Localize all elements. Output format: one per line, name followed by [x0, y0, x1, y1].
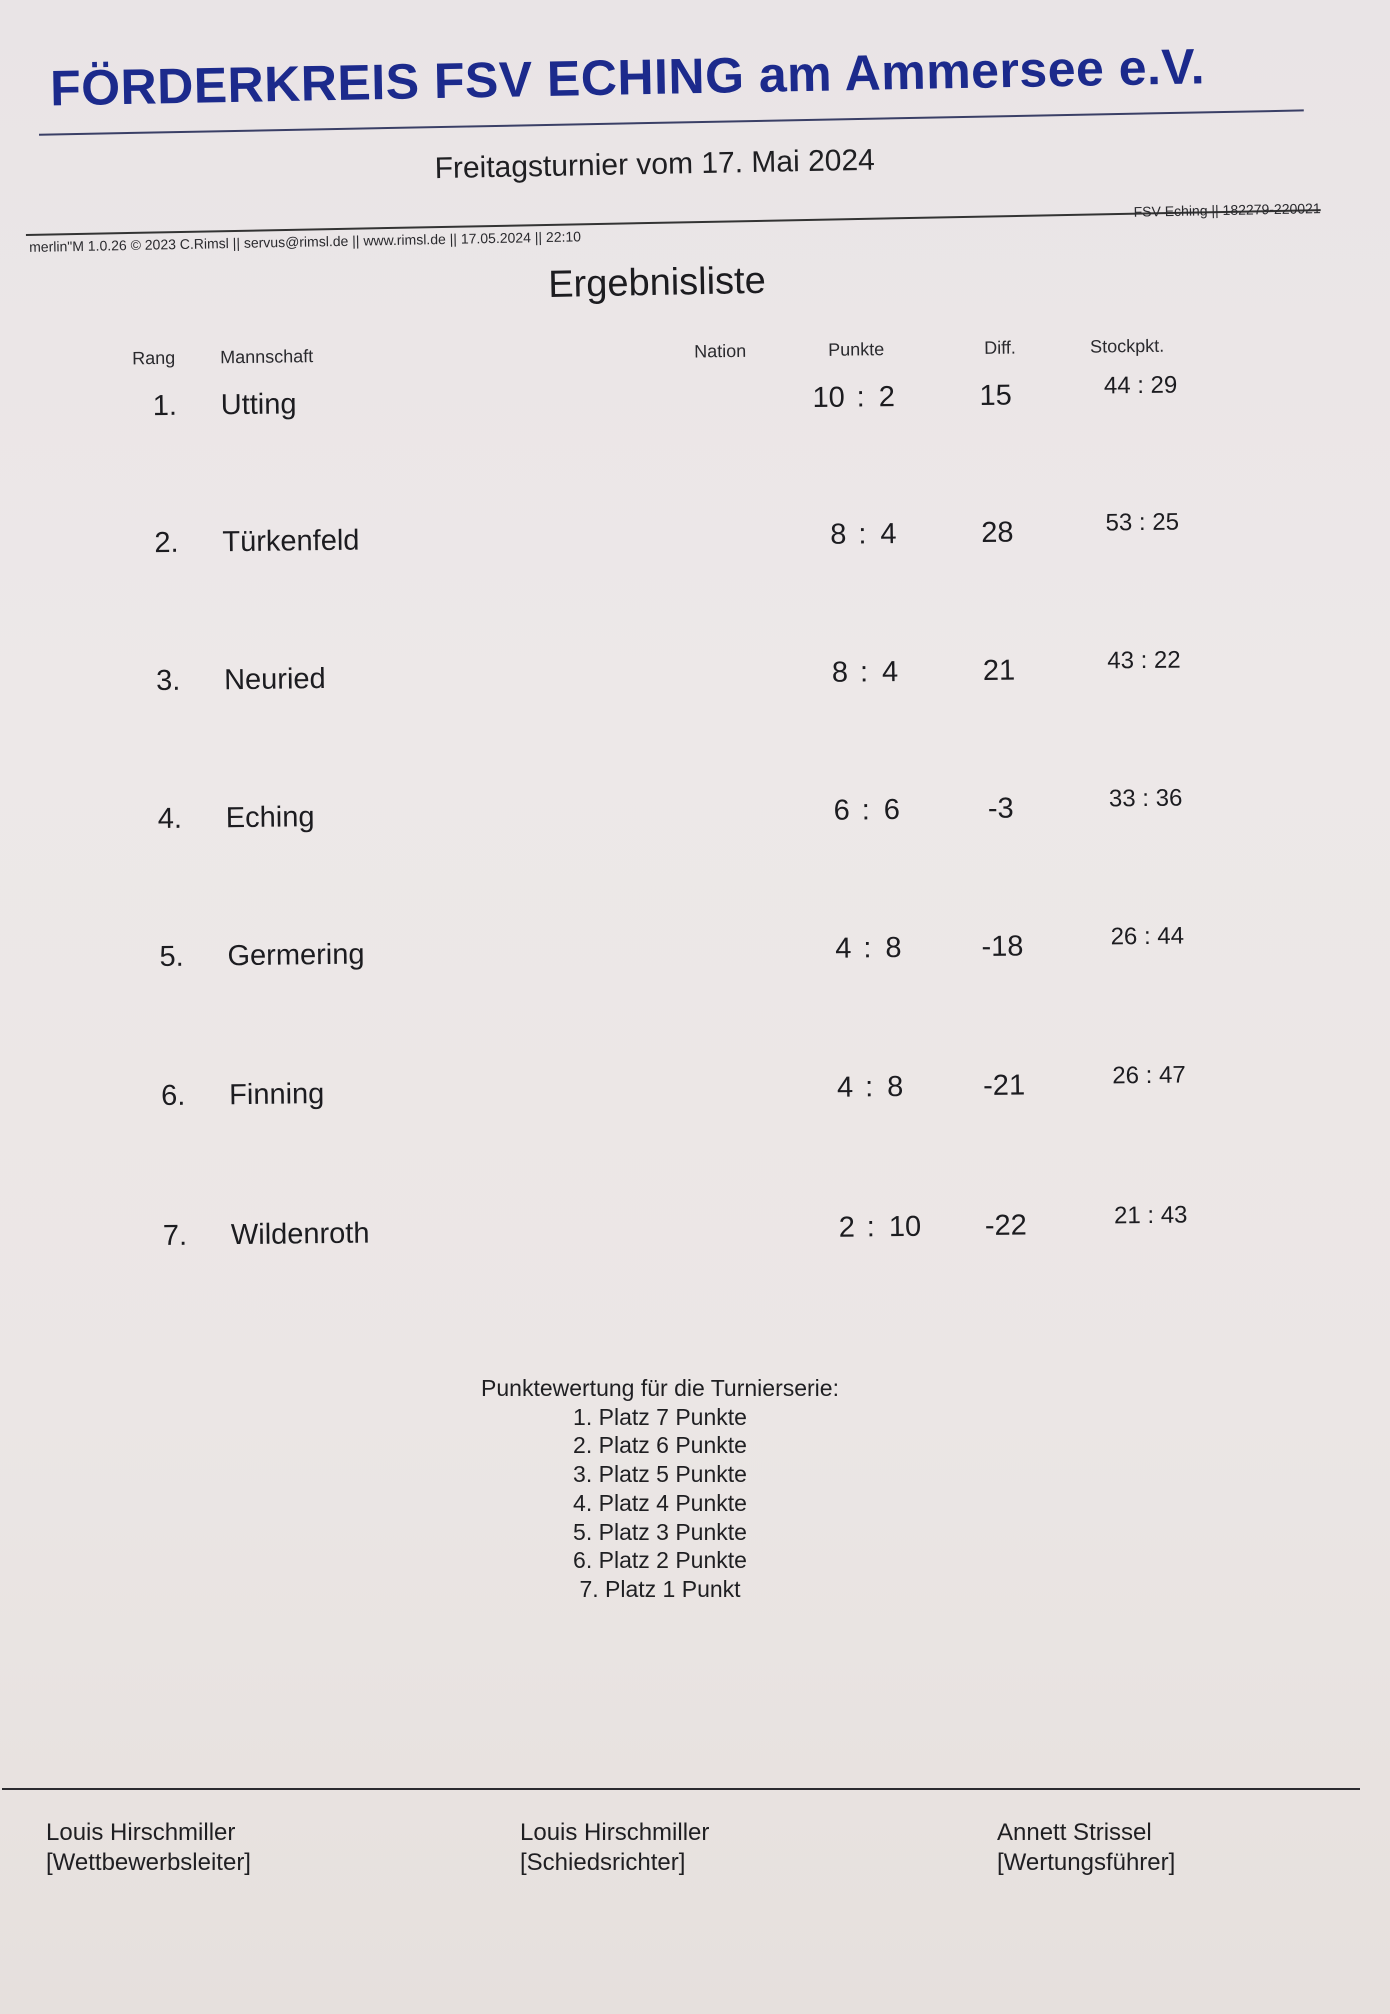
column-header-diff: Diff.	[983, 337, 1016, 358]
points-separator: :	[864, 1071, 874, 1104]
team-cell: Türkenfeld	[222, 524, 360, 559]
signature-name: Louis Hirschmiller	[520, 1819, 710, 1846]
scoring-item: 6. Platz 2 Punkte	[573, 1547, 747, 1574]
points-against-cell: 10	[888, 1210, 922, 1244]
points-for-cell: 4	[836, 1071, 854, 1104]
table-row	[6, 784, 1390, 865]
diff-cell: 28	[981, 516, 1014, 549]
rank-cell: 5.	[159, 940, 184, 974]
table-row	[7, 922, 1390, 1003]
scoring-title: Punktewertung für die Turnierserie:	[481, 1375, 839, 1401]
points-against-cell: 4	[881, 655, 899, 689]
signature-name: Louis Hirschmiller	[46, 1819, 236, 1846]
tournament-subtitle: Freitagsturnier vom 17. Mai 2024	[434, 143, 876, 186]
points-for-cell: 4	[835, 932, 852, 965]
organization-title: FÖRDERKREIS FSV ECHING am Ammersee e.V.	[49, 38, 1206, 117]
diff-cell: -3	[987, 792, 1014, 825]
points-separator: :	[863, 932, 872, 965]
team-cell: Utting	[220, 388, 297, 422]
stockpkt-cell: 44 : 29	[1103, 371, 1178, 400]
team-cell: Neuried	[223, 662, 326, 697]
team-cell: Finning	[228, 1078, 325, 1112]
rank-cell: 4.	[157, 802, 183, 836]
points-separator: :	[866, 1211, 876, 1244]
signature-competition-lead	[46, 1818, 251, 1878]
stockpkt-cell: 33 : 36	[1108, 784, 1183, 813]
points-for-cell: 8	[830, 518, 847, 551]
points-against-cell: 8	[886, 1070, 904, 1104]
scoring-item: 5. Platz 3 Punkte	[573, 1518, 747, 1545]
signature-role: [Wertungsführer]	[997, 1849, 1176, 1876]
stockpkt-cell: 26 : 47	[1112, 1061, 1186, 1090]
club-meta-line: FSV Eching || 182279-220021	[1133, 200, 1321, 220]
table-row	[11, 1201, 1390, 1282]
diff-cell: 15	[979, 379, 1013, 412]
table-row	[1, 371, 1390, 452]
points-for-cell: 10	[812, 381, 845, 415]
points-separator: :	[859, 656, 869, 689]
points-for-cell: 2	[838, 1211, 856, 1244]
signature-role: [Wettbewerbsleiter]	[46, 1849, 251, 1876]
table-row	[4, 646, 1390, 727]
rank-cell: 2.	[154, 526, 179, 560]
table-row	[2, 508, 1390, 589]
column-header-nation: Nation	[694, 340, 747, 362]
scoring-item: 7. Platz 1 Punkt	[579, 1575, 741, 1602]
scoring-item: 2. Platz 6 Punkte	[573, 1432, 747, 1459]
team-cell: Wildenroth	[230, 1217, 370, 1252]
signature-name: Annett Strissel	[997, 1819, 1152, 1846]
points-for-cell: 8	[831, 656, 849, 689]
diff-cell: -22	[984, 1209, 1027, 1242]
scoring-item: 4. Platz 4 Punkte	[573, 1489, 747, 1516]
team-cell: Eching	[225, 801, 315, 835]
points-separator: :	[861, 794, 870, 827]
points-for-cell: 6	[833, 794, 850, 827]
diff-cell: -18	[981, 930, 1024, 963]
column-header-rang: Rang	[132, 347, 176, 369]
column-header-stockpkt: Stockpkt.	[1089, 335, 1165, 357]
points-against-cell: 6	[883, 793, 901, 827]
stockpkt-cell: 43 : 22	[1107, 646, 1181, 675]
column-header-mannschaft: Mannschaft	[220, 346, 314, 368]
points-separator: :	[856, 381, 865, 414]
rank-cell: 6.	[161, 1079, 186, 1113]
rank-cell: 7.	[162, 1219, 188, 1253]
stockpkt-cell: 53 : 25	[1105, 508, 1180, 537]
points-against-cell: 4	[880, 518, 897, 551]
stockpkt-cell: 26 : 44	[1110, 922, 1185, 951]
diff-cell: -21	[982, 1069, 1026, 1102]
table-row	[9, 1061, 1390, 1142]
rank-cell: 1.	[152, 389, 178, 423]
stockpkt-cell: 21 : 43	[1113, 1201, 1188, 1230]
rank-cell: 3.	[155, 664, 181, 698]
signature-role: [Schiedsrichter]	[520, 1849, 686, 1876]
points-against-cell: 2	[878, 381, 896, 414]
points-separator: :	[858, 518, 867, 551]
scoring-item: 1. Platz 7 Punkte	[573, 1403, 747, 1430]
column-header-punkte: Punkte	[828, 339, 885, 360]
results-list-title: Ergebnisliste	[547, 259, 767, 306]
scoring-item: 3. Platz 5 Punkte	[573, 1461, 747, 1488]
footer-divider	[2, 1788, 1360, 1790]
diff-cell: 21	[982, 654, 1016, 687]
signature-referee	[520, 1818, 709, 1878]
series-scoring-block	[0, 1374, 1320, 1604]
signature-scorekeeper	[997, 1818, 1175, 1878]
software-meta-line: merlin"M 1.0.26 © 2023 C.Rimsl || servus@rimsl.de || www.rimsl.de || 17.05.2024 || 22:10	[29, 228, 582, 255]
points-against-cell: 8	[885, 931, 902, 965]
team-cell: Germering	[227, 938, 365, 973]
